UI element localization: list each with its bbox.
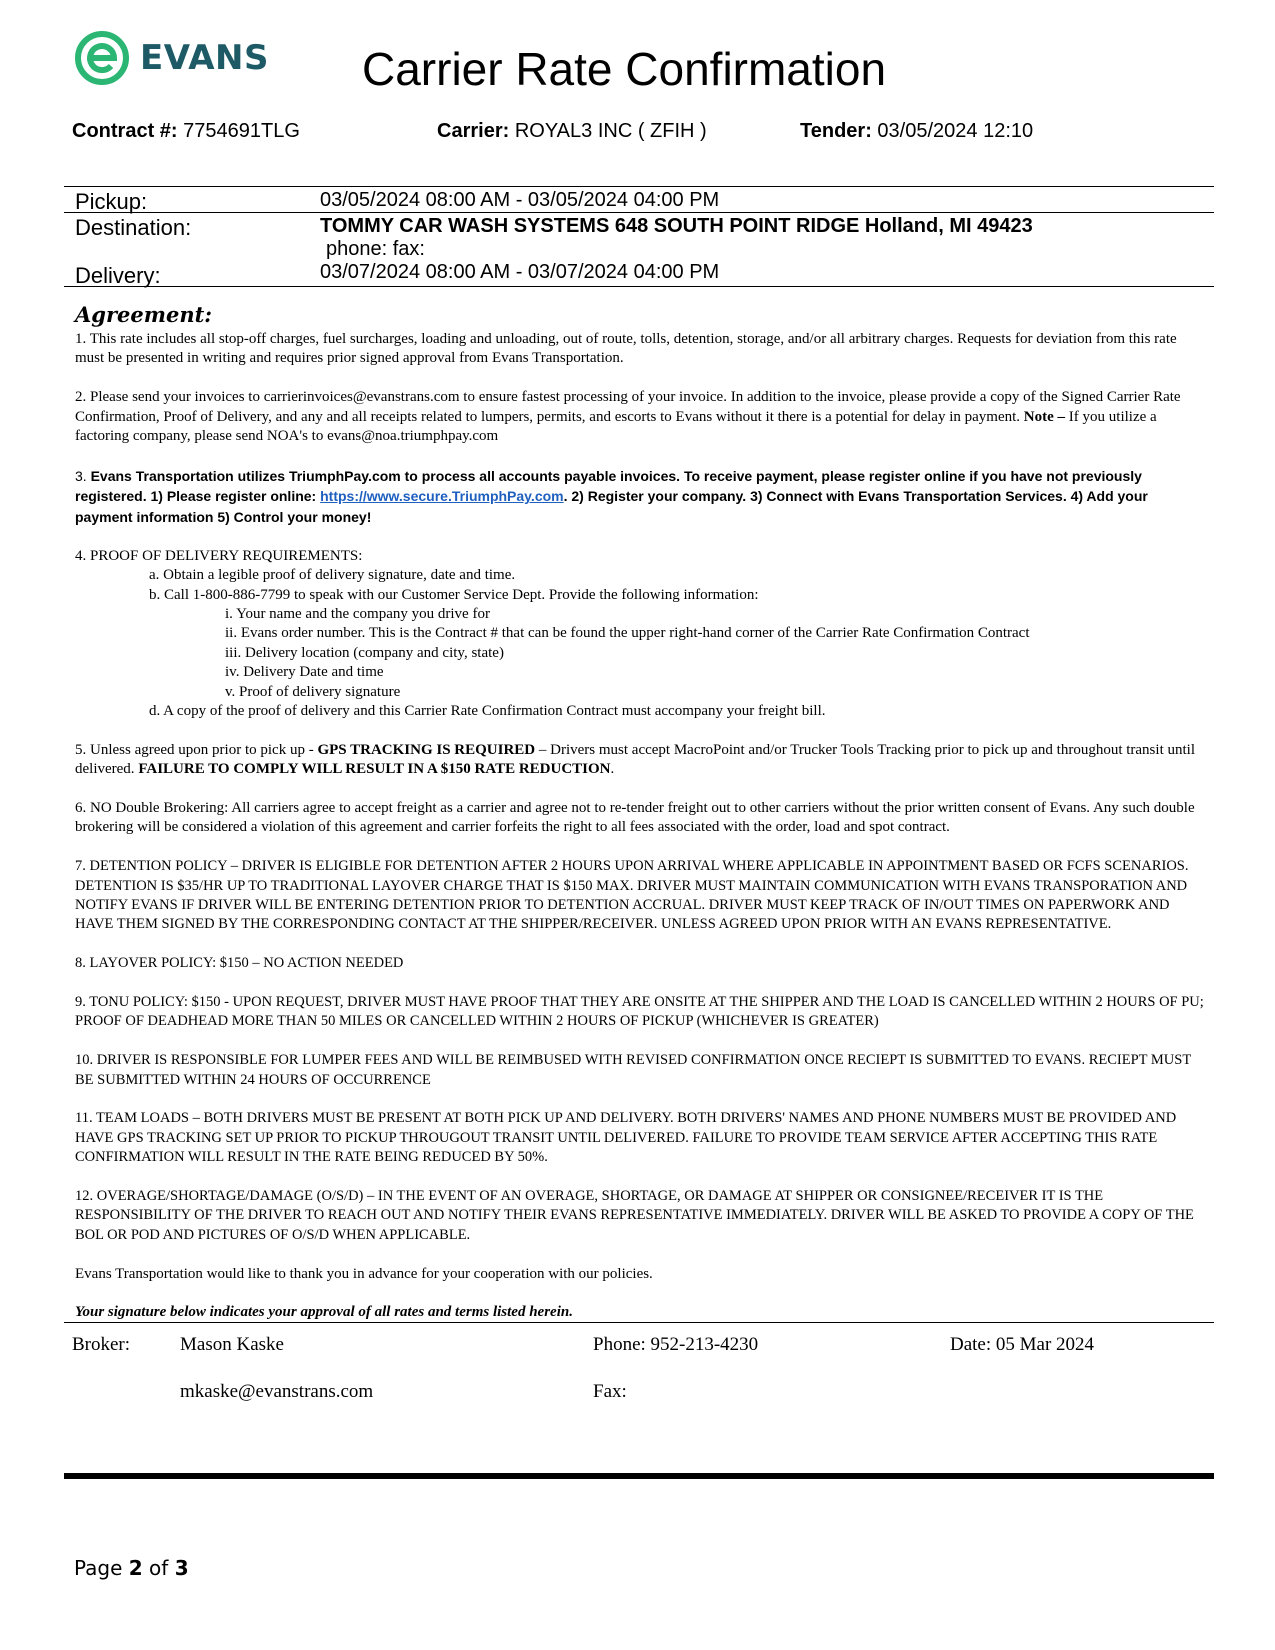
- term-10: 10. DRIVER IS RESPONSIBLE FOR LUMPER FEES AND WILL BE REIMBUSED WITH REVISED CONFIRMATION ONCE RECIEPT IS SUBMITTED TO EVANS. RECIEPT MUST BE SUBMITTED WITHIN 24 HOURS OF OCCURRENCE: [75, 1052, 1191, 1088]
- destination-address: TOMMY CAR WASH SYSTEMS 648 SOUTH POINT RIDGE Holland, MI 49423: [320, 215, 1033, 237]
- contract-value: 7754691TLG: [183, 120, 300, 142]
- term-2-note: If you utilize a factoring company, please send NOA's to evans@noa.triumphpay.com: [75, 408, 1157, 445]
- divider: [64, 1322, 1214, 1323]
- term-4-item-b: b. Call 1-800-886-7799 to speak with our Customer Service Dept. Provide the following information:: [149, 586, 759, 603]
- page-number: [74, 1556, 189, 1580]
- term-2-text: 2. Please send your invoices to carrierinvoices@evanstrans.com to ensure fastest processing of your invoice. In addition to the invoice, please provide a copy of the Signed Carrier Rate Confirmation, Proof of Delivery, and any and all receipts related to lumpers, permits, and escorts to Evans without it there is a potential for delay in payment.: [75, 389, 1181, 425]
- divider: [64, 212, 1214, 213]
- contract-label: Contract #:: [72, 120, 178, 142]
- destination-label: Destination:: [75, 215, 192, 240]
- term-4-subitem-iii: iii. Delivery location (company and city, state): [225, 644, 504, 661]
- broker-fax: Fax:: [593, 1381, 627, 1402]
- broker-label: Broker:: [72, 1334, 131, 1355]
- term-2: [75, 388, 1205, 446]
- term-3-steps: . 2) Register your company. 3) Connect with Evans Transportation Services. 4) Add your payment information 5) Control your money!: [75, 488, 1148, 525]
- destination-contact: phone: fax:: [326, 238, 425, 260]
- broker-date: Date: 05 Mar 2024: [950, 1334, 1095, 1355]
- term-4-subitem-i: i. Your name and the company you drive for: [225, 605, 490, 622]
- signature-note: Your signature below indicates your approval of all rates and terms listed herein.: [75, 1304, 573, 1321]
- term-3: [75, 466, 1205, 528]
- term-5-text-2: – Drivers must accept MacroPoint and/or Trucker Tools Tracking prior to pick up and throughout transit until delivered.: [75, 741, 1195, 778]
- carrier-info: [437, 120, 707, 143]
- divider: [64, 286, 1214, 287]
- triumphpay-link[interactable]: https://www.secure.TriumphPay.com: [320, 488, 564, 505]
- term-7: 7. DETENTION POLICY – DRIVER IS ELIGIBLE FOR DETENTION AFTER 2 HOURS UPON ARRIVAL WHERE APPLICABLE IN APPOINTMENT BASED OR FCFS SCENARIOS. DETENTION IS $35/HR UP TO TRADITIONAL LAYOVER CHARGE THAT IS $150 MAX. DRIVER MUST MAINTAIN COMMUNICATION WITH EVANS TRANSPORATION AND NOTIFY EVANS IF DRIVER WILL BE ENTERING DETENTION PRIOR TO DETENTION ACCRUAL. DRIVER MUST KEEP TRACK OF IN/OUT TIMES ON PAPERWORK AND HAVE THEM SIGNED BY THE CORRESPONDING CONTACT AT THE SHIPPER/RECEIVER. UNLESS AGREED UPON PRIOR WITH AN EVANS REPRESENTATIVE.: [75, 858, 1189, 933]
- evans-logo-icon: [74, 30, 130, 86]
- term-5-penalty: FAILURE TO COMPLY WILL RESULT IN A $150 RATE REDUCTION: [138, 761, 611, 778]
- term-2-note-label: Note –: [1023, 408, 1066, 425]
- term-4-title: 4. PROOF OF DELIVERY REQUIREMENTS:: [75, 547, 363, 564]
- broker-phone: Phone: 952-213-4230: [593, 1334, 759, 1355]
- tender-label: Tender:: [800, 120, 872, 142]
- broker-name: Mason Kaske: [180, 1334, 284, 1355]
- carrier-label: Carrier:: [437, 120, 510, 142]
- term-6: 6. NO Double Brokering: All carriers agree to accept freight as a carrier and agree not to re-tender freight out to other carriers without the prior written consent of Evans. Any such double brokering will be considered a violation of this agreement and carrier forfeits the right to all fees associated with the order, load and spot contract.: [75, 799, 1195, 836]
- thank-you-note: Evans Transportation would like to thank you in advance for your cooperation with our policies.: [75, 1265, 653, 1282]
- term-4: [75, 547, 1205, 722]
- signature-rule: [64, 1473, 1214, 1479]
- agreement-terms: [75, 330, 1205, 1342]
- term-9: 9. TONU POLICY: $150 - UPON REQUEST, DRIVER MUST HAVE PROOF THAT THEY ARE ONSITE AT THE SHIPPER AND THE LOAD IS CANCELLED WITHIN 2 HOURS OF PU; PROOF OF DEADHEAD MORE THAN 50 MILES OR CANCELLED WITHIN 2 HOURS OF PICKUP (WHICHEVER IS GREATER): [75, 993, 1204, 1030]
- page-current: 2: [128, 1556, 143, 1580]
- term-5-gps-required: GPS TRACKING IS REQUIRED: [317, 741, 536, 758]
- page-total: 3: [174, 1556, 189, 1580]
- term-4-item-a: a. Obtain a legible proof of delivery signature, date and time.: [149, 567, 516, 584]
- carrier-value: ROYAL3 INC ( ZFIH ): [514, 120, 707, 142]
- tender-info: [800, 120, 1033, 143]
- delivery-window: 03/07/2024 08:00 AM - 03/07/2024 04:00 PM: [320, 261, 720, 283]
- evans-logo: [74, 30, 269, 86]
- page-title: Carrier Rate Confirmation: [362, 43, 887, 95]
- delivery-label: Delivery:: [75, 263, 161, 288]
- contract-number: [72, 120, 300, 143]
- term-1: 1. This rate includes all stop-off charges, fuel surcharges, loading and unloading, out of route, tolls, detention, storage, and/or all arbitrary charges. Requests for deviation from this rate must be presented in writing and requires prior signed approval from Evans Transportation.: [75, 331, 1177, 367]
- tender-value: 03/05/2024 12:10: [877, 120, 1034, 142]
- term-3-text: Evans Transportation utilizes TriumphPay.com to process all accounts payable invoices. To receive payment, please register online if you have not previously registered. 1) Please register online:: [75, 467, 1142, 505]
- divider: [64, 186, 1214, 187]
- broker-email[interactable]: mkaske@evanstrans.com: [180, 1381, 374, 1402]
- term-11: 11. TEAM LOADS – BOTH DRIVERS MUST BE PRESENT AT BOTH PICK UP AND DELIVERY. BOTH DRIVERS' NAMES AND PHONE NUMBERS MUST BE PROVIDED AND HAVE GPS TRACKING SET UP PRIOR TO PICKUP THROUGOUT TRANSIT UNTIL DELIVERED. FAILURE TO PROVIDE TEAM SERVICE AFTER ACCEPTING THIS RATE CONFIRMATION WILL RESULT IN THE RATE BEING REDUCED BY 50%.: [75, 1110, 1177, 1166]
- term-12: 12. OVERAGE/SHORTAGE/DAMAGE (O/S/D) – IN THE EVENT OF AN OVERAGE, SHORTAGE, OR DAMAGE AT SHIPPER OR CONSIGNEE/RECEIVER IT IS THE RESPONSIBILITY OF THE DRIVER TO REACH OUT AND NOTIFY THEIR EVANS REPRESENTATIVE IMMEDIATELY. DRIVER WILL BE ASKED TO PROVIDE A COPY OF THE BOL OR POD AND PICTURES OF O/S/D WHEN APPLICABLE.: [75, 1187, 1194, 1243]
- term-8: 8. LAYOVER POLICY: $150 – NO ACTION NEEDED: [75, 955, 404, 972]
- term-4-item-d: d. A copy of the proof of delivery and this Carrier Rate Confirmation Contract must accompany your freight bill.: [149, 702, 826, 719]
- page-prefix: Page: [74, 1556, 129, 1580]
- pickup-window: 03/05/2024 08:00 AM - 03/05/2024 04:00 PM: [320, 189, 720, 211]
- term-4-subitem-ii: ii. Evans order number. This is the Contract # that can be found the upper right-hand corner of the Carrier Rate Confirmation Contract: [225, 625, 1030, 642]
- term-4-subitem-iv: iv. Delivery Date and time: [225, 664, 384, 681]
- term-5-end: .: [610, 761, 615, 778]
- logo-text: EVANS: [140, 38, 269, 78]
- term-5-text: 5. Unless agreed upon prior to pick up -: [75, 741, 318, 758]
- page-of: of: [142, 1556, 175, 1580]
- term-3-number: 3.: [75, 467, 91, 484]
- agreement-title: Agreement:: [75, 302, 213, 327]
- term-5: [75, 741, 1205, 780]
- pickup-label: Pickup:: [75, 189, 148, 214]
- term-4-subitem-v: v. Proof of delivery signature: [225, 683, 401, 700]
